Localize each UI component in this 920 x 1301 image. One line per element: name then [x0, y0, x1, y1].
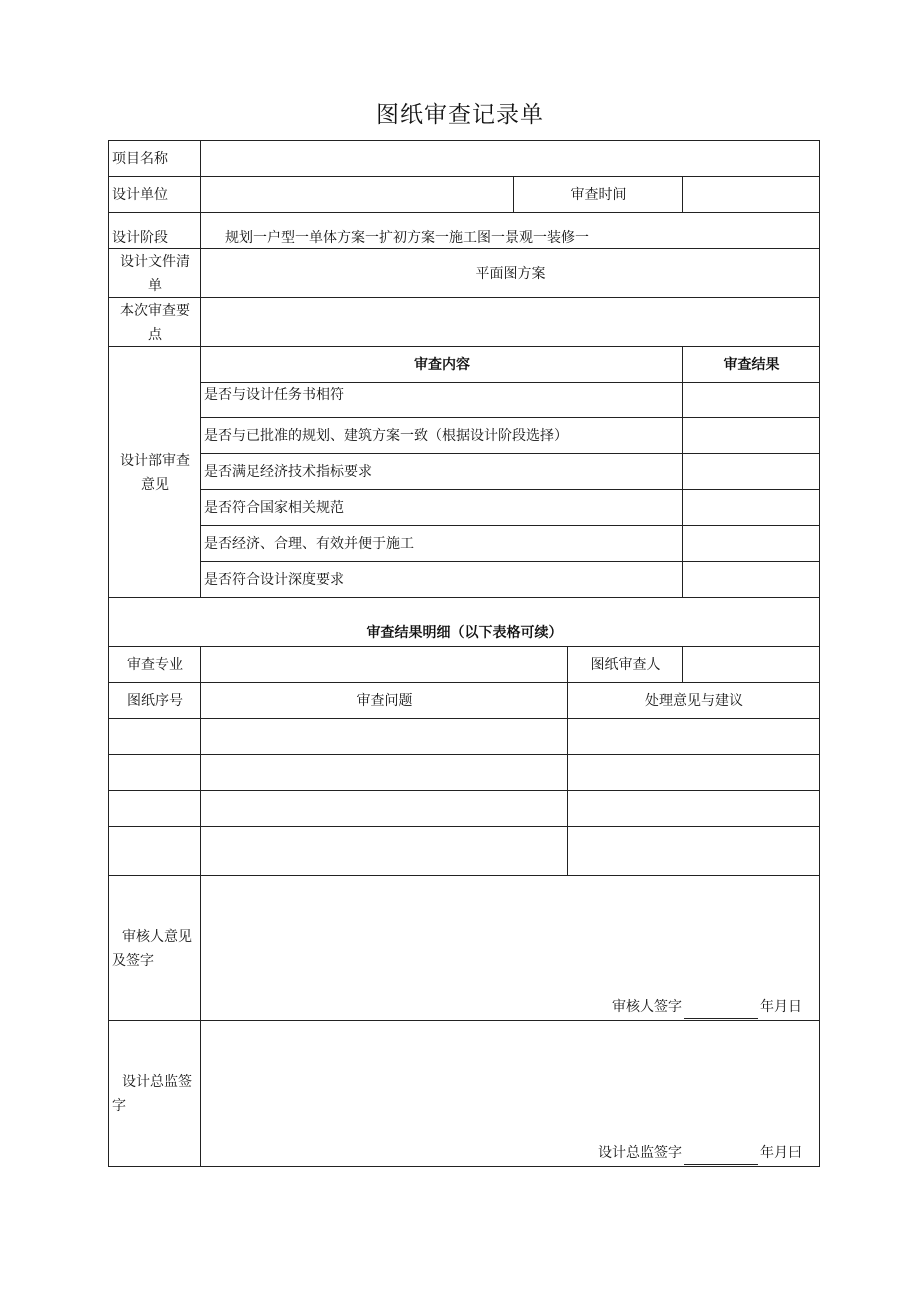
review-time-field[interactable]: [682, 176, 820, 213]
review-result-cell[interactable]: [682, 453, 820, 490]
review-result-cell[interactable]: [682, 525, 820, 562]
details-section-title: 审查结果明细（以下表格可续）: [108, 597, 820, 647]
project-name-label: 项目名称: [108, 140, 201, 177]
director-signature-area[interactable]: [200, 1020, 820, 1167]
reviewer-field[interactable]: [682, 646, 820, 683]
director-sign-label: 设计总监签字: [598, 1145, 682, 1161]
col-seq-header: 图纸序号: [108, 682, 201, 719]
review-points-label: 本次审查要点: [108, 297, 201, 347]
auditor-signature-area[interactable]: [200, 875, 820, 1021]
director-date-label: 年月曰: [760, 1145, 802, 1161]
specialty-field[interactable]: [200, 646, 568, 683]
file-list-label: 设计文件清单: [108, 248, 201, 298]
auditor-signature-line[interactable]: [684, 1004, 758, 1019]
detail-issue-cell[interactable]: [200, 790, 568, 827]
review-content-header: 审查内容: [200, 346, 683, 383]
review-result-cell[interactable]: [682, 382, 820, 418]
detail-advice-cell[interactable]: [567, 718, 820, 755]
project-name-field[interactable]: [200, 140, 820, 177]
auditor-date-label: 年月日: [760, 999, 802, 1015]
director-signature-line[interactable]: [684, 1150, 758, 1165]
director-label: 设计总监签字: [108, 1020, 201, 1167]
design-stage-label: 设计阶段: [108, 212, 201, 249]
review-result-cell[interactable]: [682, 561, 820, 598]
review-result-cell[interactable]: [682, 417, 820, 454]
detail-seq-cell[interactable]: [108, 754, 201, 791]
detail-issue-cell[interactable]: [200, 754, 568, 791]
review-item: 是否与设计任务书相符: [200, 382, 683, 418]
design-stage-options[interactable]: 规划一户型一单体方案一扩初方案一施工图一景观一装修一: [200, 212, 820, 249]
detail-advice-cell[interactable]: [567, 790, 820, 827]
detail-seq-cell[interactable]: [108, 790, 201, 827]
review-result-header: 审查结果: [682, 346, 820, 383]
review-time-label: 审查时间: [513, 176, 683, 213]
auditor-label: 审核人意见及签字: [108, 875, 201, 1021]
review-item: 是否满足经济技术指标要求: [200, 453, 683, 490]
review-item: 是否符合设计深度要求: [200, 561, 683, 598]
detail-issue-cell[interactable]: [200, 718, 568, 755]
detail-advice-cell[interactable]: [567, 826, 820, 876]
detail-seq-cell[interactable]: [108, 826, 201, 876]
dept-review-label: 设计部审查意见: [108, 346, 201, 598]
review-item: 是否经济、合理、有效并便于施工: [200, 525, 683, 562]
specialty-label: 审查专业: [108, 646, 201, 683]
auditor-sign-label: 审核人签字: [612, 999, 682, 1015]
design-unit-field[interactable]: [200, 176, 514, 213]
review-points-field[interactable]: [200, 297, 820, 347]
detail-issue-cell[interactable]: [200, 826, 568, 876]
design-unit-label: 设计单位: [108, 176, 201, 213]
review-item: 是否符合国家相关规范: [200, 489, 683, 526]
col-issue-header: 审查问题: [200, 682, 568, 719]
file-list-value[interactable]: 平面图方案: [200, 248, 820, 298]
review-result-cell[interactable]: [682, 489, 820, 526]
col-advice-header: 处理意见与建议: [567, 682, 820, 719]
page-title: 图纸审查记录单: [376, 102, 544, 128]
reviewer-label: 图纸审查人: [567, 646, 683, 683]
review-item: 是否与已批准的规划、建筑方案一致（根据设计阶段选择）: [200, 417, 683, 454]
detail-advice-cell[interactable]: [567, 754, 820, 791]
detail-seq-cell[interactable]: [108, 718, 201, 755]
